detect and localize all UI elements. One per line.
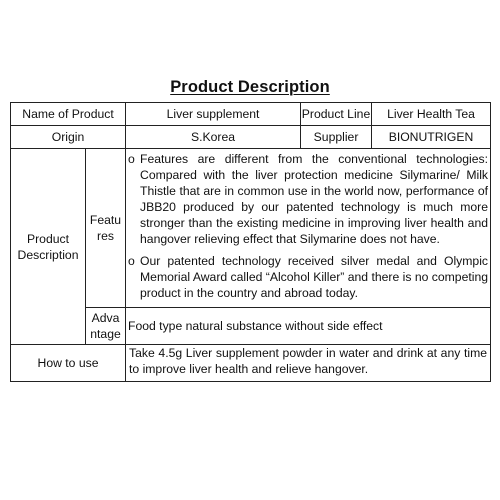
how-to-use-label: How to use [11, 345, 126, 382]
how-to-use-text: Take 4.5g Liver supplement powder in water and drink at any time to improve liver health and relieve hangover. [126, 345, 491, 382]
product-line-label: Product Line [301, 103, 372, 126]
features-label-line1: Featu [89, 213, 122, 227]
features-content [126, 149, 491, 308]
product-description-label-line2: Description [17, 247, 79, 262]
table-row [11, 103, 491, 126]
product-description-label [11, 149, 86, 345]
bullet-mark: o [128, 254, 135, 268]
origin-label: Origin [11, 126, 126, 149]
name-of-product-value: Liver supplement [126, 103, 301, 126]
document-title [0, 78, 500, 97]
feature-text: Features are different from the conventional technologies: Compared with the liver protection medicine Silymarine/ Milk Thistle that are in common use in the world now, performance of JBB20 produced by our patented technology is much more stronger than the existing medicine in improving liver health and hangover relieving effect that Silymarine does not have. [140, 152, 489, 246]
list-item [128, 151, 488, 247]
supplier-label: Supplier [301, 126, 372, 149]
document-title-text: Product Description [170, 78, 330, 96]
supplier-value: BIONUTRIGEN [372, 126, 491, 149]
product-description-table [10, 102, 491, 382]
product-line-value: Liver Health Tea [372, 103, 491, 126]
product-description-label-line1: Product [26, 231, 69, 246]
list-item [128, 253, 488, 301]
advantage-label [86, 308, 126, 345]
advantage-text: Food type natural substance without side effect [126, 308, 491, 345]
feature-text: Our patented technology received silver medal and Olympic Memorial Award called “Alcohol Killer” and there is no competing product in the country and abroad today. [140, 254, 489, 300]
advantage-label-line1: Adva [91, 311, 120, 325]
table-row [11, 149, 491, 308]
name-of-product-label: Name of Product [11, 103, 126, 126]
features-label-line2: res [97, 229, 114, 243]
origin-value: S.Korea [126, 126, 301, 149]
features-label [86, 149, 126, 308]
advantage-label-line2: ntage [90, 327, 121, 341]
table-row [11, 345, 491, 382]
table-row [11, 126, 491, 149]
bullet-mark: o [128, 152, 135, 166]
